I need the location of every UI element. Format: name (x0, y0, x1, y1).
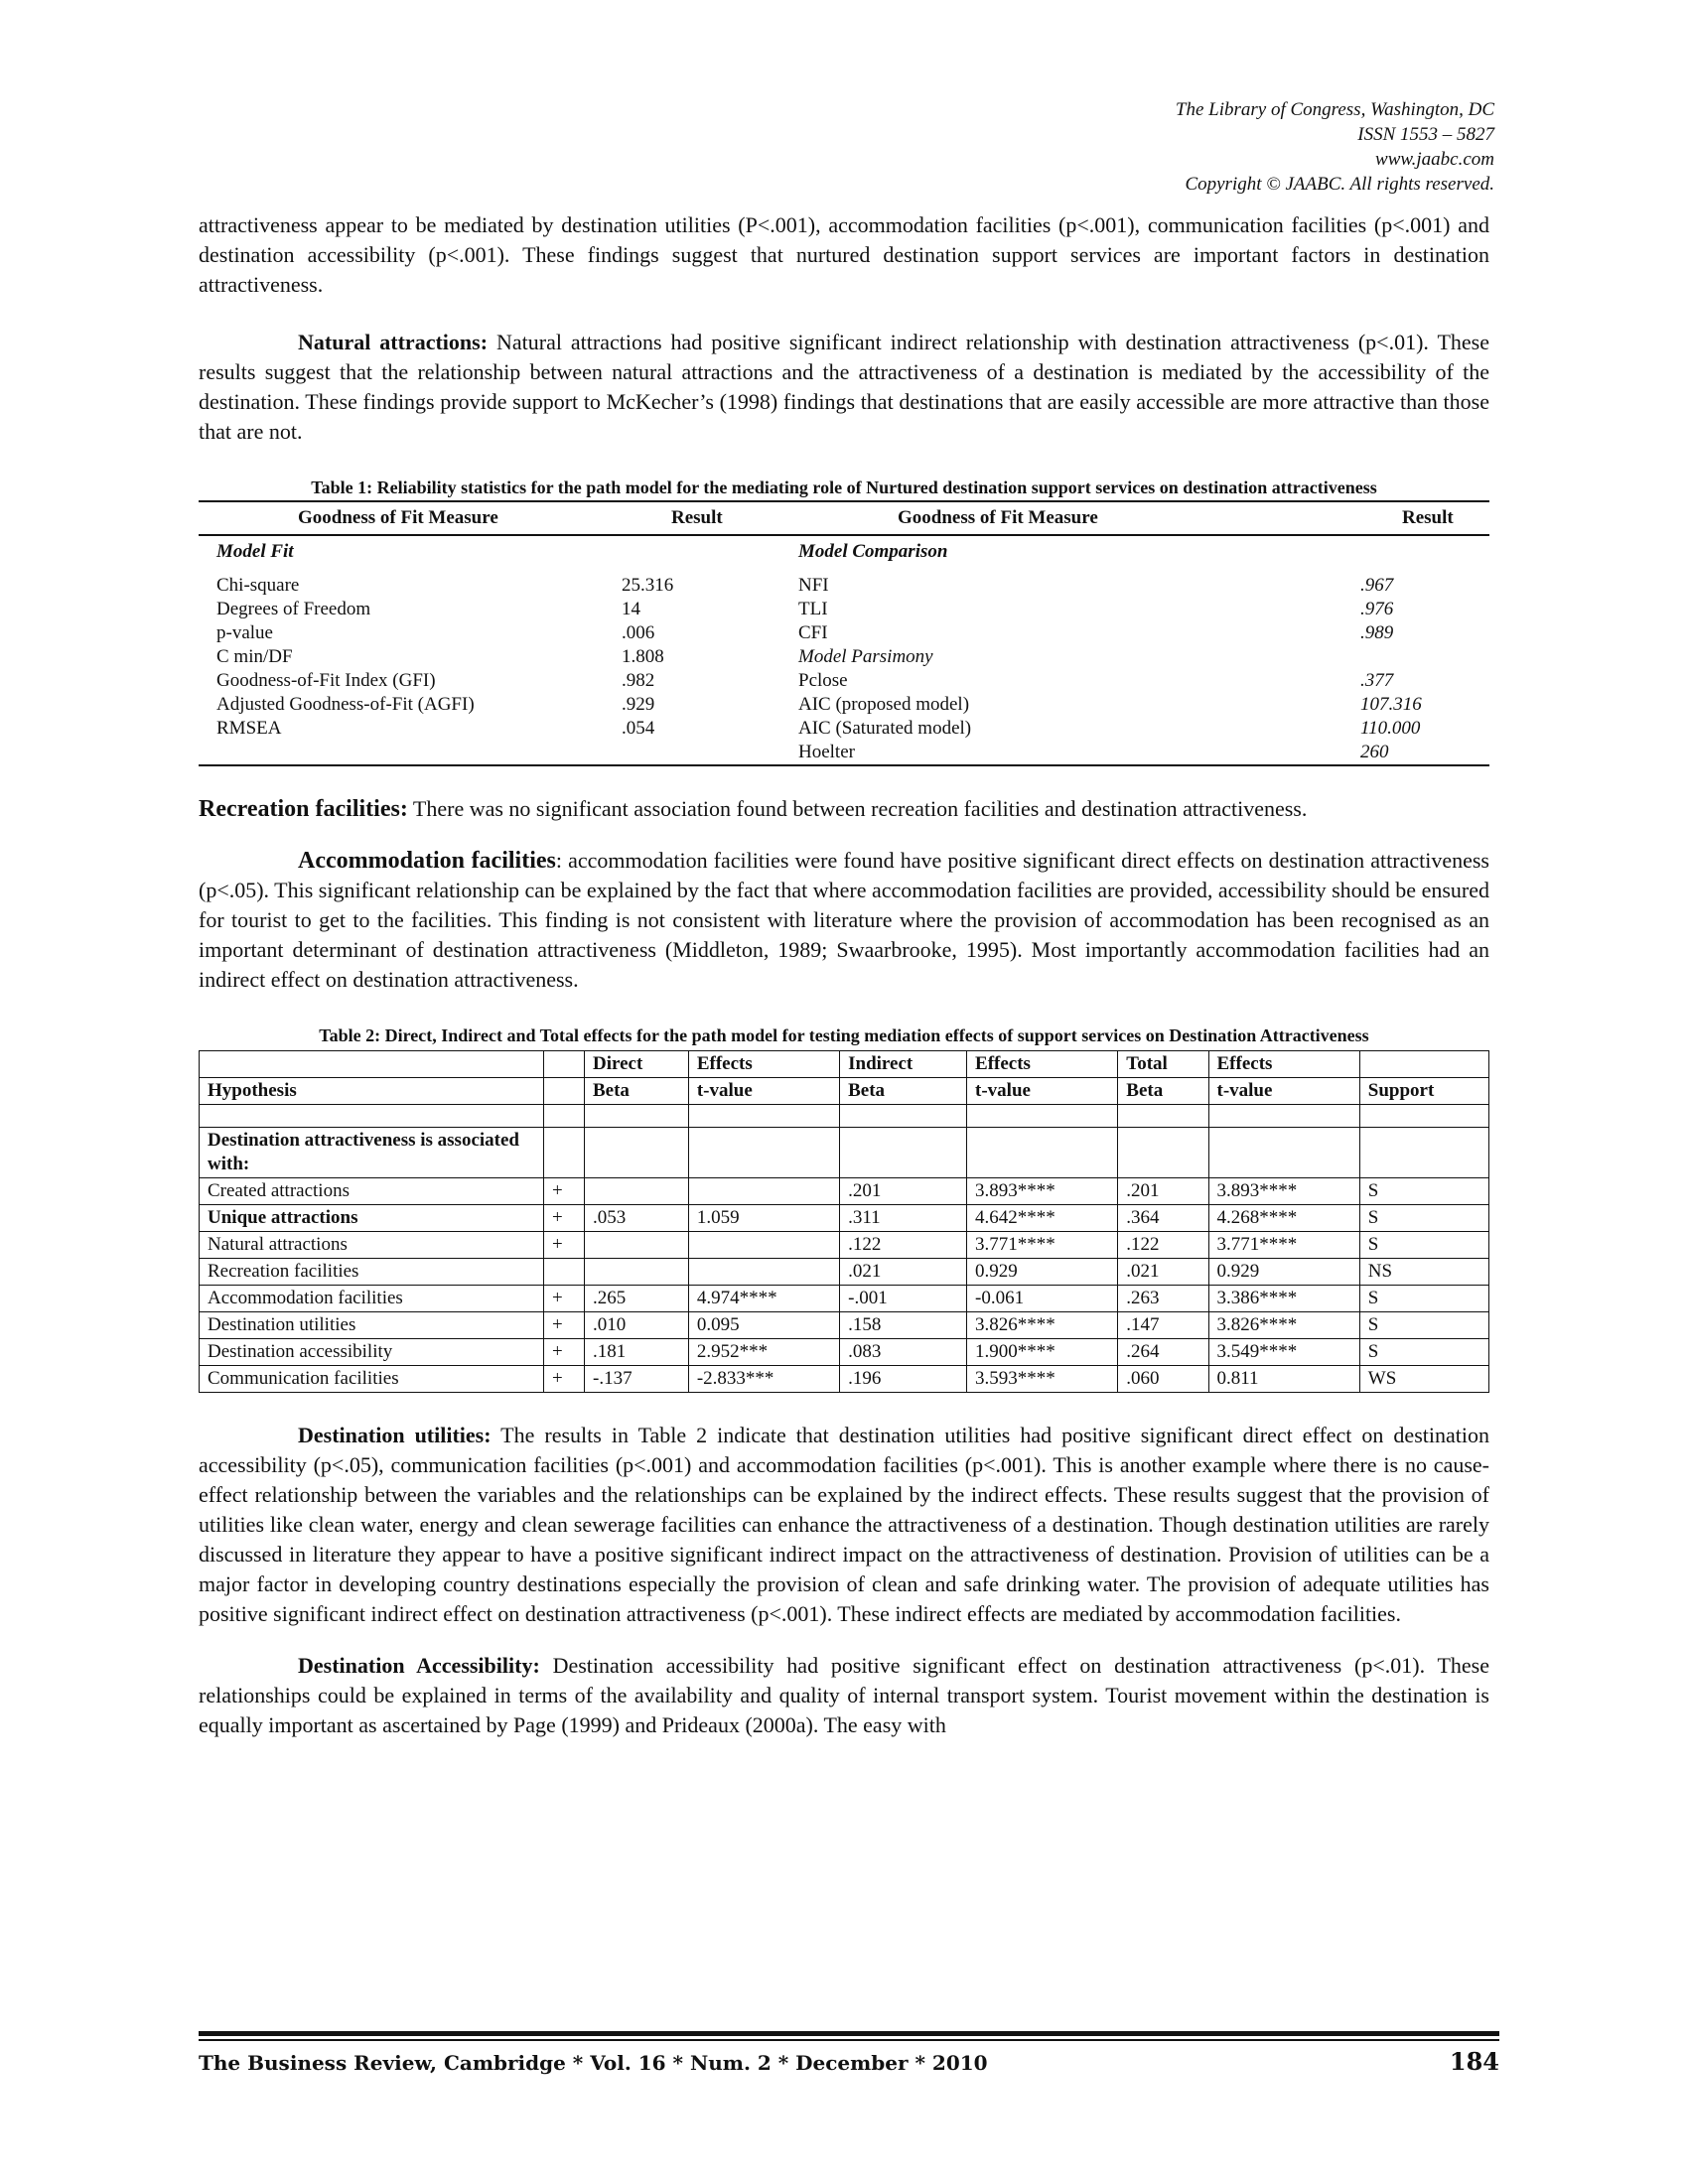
table-row (200, 1312, 1489, 1339)
table1-cell: .976 (1360, 599, 1394, 619)
table-row (199, 693, 1489, 717)
paragraph-recreation-facilities (199, 794, 1489, 824)
table1-header-cell: Result (612, 501, 788, 535)
table2-cell (585, 1259, 689, 1286)
table1-cell: Goodness-of-Fit Index (GFI) (216, 670, 436, 691)
table2-cell (544, 1105, 585, 1128)
footer-rule-thin (199, 2039, 1499, 2041)
table2-cell: 4.974**** (688, 1286, 839, 1312)
table2-caption: Table 2: Direct, Indirect and Total effects for the path model for testing mediation effects of support services on Destination Attractiveness (319, 1025, 1369, 1045)
table1-cell (612, 535, 788, 574)
table2-header-cell: Effects (688, 1051, 839, 1078)
table2-cell (1359, 1105, 1488, 1128)
table1-cell: RMSEA (216, 718, 282, 739)
table2-header-cell: t-value (688, 1078, 839, 1105)
table1 (199, 500, 1489, 766)
table2-header-cell: Total (1118, 1051, 1208, 1078)
lead-natural-attractions: Natural attractions: (298, 330, 489, 354)
table2-cell (1118, 1105, 1208, 1128)
table2-cell: + (544, 1366, 585, 1393)
table2-header-row (200, 1078, 1489, 1105)
table2-cell: .265 (585, 1286, 689, 1312)
table1-cell: Chi-square (216, 575, 300, 596)
table1-cell (612, 741, 788, 765)
table-row (199, 669, 1489, 693)
table2-cell: .021 (1118, 1259, 1208, 1286)
table1-cell: NFI (798, 575, 829, 596)
table2-cell: .122 (1118, 1232, 1208, 1259)
footer-journal-name: The Business Review, Cambridge * Vol. 16 * Num. 2 * December * 2010 (199, 2051, 988, 2075)
table2-header-cell: Beta (1118, 1078, 1208, 1105)
table1-cell: p-value (216, 622, 273, 643)
table2-cell: 4.642**** (967, 1205, 1118, 1232)
table2-cell (967, 1105, 1118, 1128)
footer-rule-thick (199, 2031, 1499, 2036)
table2-cell: 0.929 (1208, 1259, 1359, 1286)
table1-section-model-comparison: Model Comparison (798, 541, 948, 562)
table1-cell: .054 (622, 718, 655, 739)
table2-cell: .010 (585, 1312, 689, 1339)
header-line-copyright: Copyright © JAABC. All rights reserved. (1185, 174, 1494, 195)
table2-cell (544, 1259, 585, 1286)
table2-cell: + (544, 1205, 585, 1232)
table2-cell (967, 1128, 1118, 1178)
table2-spacer-row (200, 1105, 1489, 1128)
table2-cell: + (544, 1178, 585, 1205)
table2-cell (688, 1105, 839, 1128)
table2-cell: Unique attractions (200, 1205, 544, 1232)
table2-cell: -.137 (585, 1366, 689, 1393)
table2-cell: 3.386**** (1208, 1286, 1359, 1312)
table1-cell (1342, 645, 1489, 669)
table1-cell: Adjusted Goodness-of-Fit (AGFI) (216, 694, 475, 715)
table2-header-cell: t-value (1208, 1078, 1359, 1105)
table-row (200, 1259, 1489, 1286)
table2-cell: 3.593**** (967, 1366, 1118, 1393)
page-number: 184 (1449, 2047, 1499, 2076)
table2-cell: .122 (840, 1232, 967, 1259)
table-row (199, 621, 1489, 645)
table-row (199, 645, 1489, 669)
text-natural-attractions: Natural attractions had positive significant indirect relationship with destination attractiveness (p<.01). These results suggest that the relationship between natural attractions and the attractiveness of a destination is mediated by the accessibility of the destination. These findings provide support to McKecher’s (1998) findings that destinations that are easily accessible are more attractive than those that are not. (199, 330, 1489, 444)
table2-header-cell: Support (1359, 1078, 1488, 1105)
table-row (199, 598, 1489, 621)
text-accommodation-facilities: : accommodation facilities were found have positive significant direct effects on destination attractiveness (p<.05). This significant relationship can be explained by the fact that where accommodation facilities are provided, accessibility should be ensured for tourist to get to the facilities. This finding is not consistent with literature where the provision of accommodation has been recognised as an important determinant of destination attractiveness (Middleton, 1989; Swaarbrooke, 1995). Most importantly accommodation facilities had an indirect effect on destination attractiveness. (199, 848, 1489, 992)
table1-cell (199, 741, 612, 765)
table2-cell: .021 (840, 1259, 967, 1286)
table-row (199, 741, 1489, 765)
table-row (199, 574, 1489, 598)
table2-cell: + (544, 1286, 585, 1312)
table1-header-cell: Result (1342, 501, 1489, 535)
table-row (199, 717, 1489, 741)
table1-cell: .967 (1360, 575, 1394, 596)
table2-cell: .196 (840, 1366, 967, 1393)
table2-cell: Created attractions (200, 1178, 544, 1205)
table2-cell: 0.095 (688, 1312, 839, 1339)
lead-destination-accessibility: Destination Accessibility: (298, 1653, 540, 1678)
table2-cell: Recreation facilities (200, 1259, 544, 1286)
table2-cell: + (544, 1312, 585, 1339)
table2-cell (1359, 1128, 1488, 1178)
table2-cell: 3.893**** (967, 1178, 1118, 1205)
table2-header-cell: t-value (967, 1078, 1118, 1105)
table2-cell (200, 1105, 544, 1128)
table2-group-row (200, 1128, 1489, 1178)
table2-header-cell (544, 1051, 585, 1078)
table2-cell (585, 1232, 689, 1259)
table1-cell: 25.316 (622, 575, 674, 596)
table2-cell: 1.059 (688, 1205, 839, 1232)
table2-cell: .364 (1118, 1205, 1208, 1232)
table2-cell: .263 (1118, 1286, 1208, 1312)
table1-cell: TLI (798, 599, 828, 619)
table2-cell: -0.061 (967, 1286, 1118, 1312)
table2-cell: .147 (1118, 1312, 1208, 1339)
table1-cell: .989 (1360, 622, 1394, 643)
header-line-library: The Library of Congress, Washington, DC (1175, 99, 1494, 120)
table2-header-cell: Effects (967, 1051, 1118, 1078)
table-row (200, 1205, 1489, 1232)
table2-cell (840, 1128, 967, 1178)
table1-header-row (199, 501, 1489, 535)
table2-cell: .181 (585, 1339, 689, 1366)
table2-cell (688, 1232, 839, 1259)
table2-cell: NS (1359, 1259, 1488, 1286)
footer-row (199, 2047, 1499, 2076)
table2-cell (688, 1259, 839, 1286)
table2-cell: S (1359, 1286, 1488, 1312)
table2-header-cell: Indirect (840, 1051, 967, 1078)
table1-cell: Pclose (798, 670, 848, 691)
table2-header-cell: Beta (840, 1078, 967, 1105)
table2-cell: 4.268**** (1208, 1205, 1359, 1232)
table2-cell: + (544, 1232, 585, 1259)
table2-cell: .201 (1118, 1178, 1208, 1205)
table1-header-cell: Goodness of Fit Measure (788, 501, 1342, 535)
table1-cell: Degrees of Freedom (216, 599, 371, 619)
table2-header-cell (544, 1078, 585, 1105)
table1-cell: Hoelter (788, 741, 1342, 765)
paragraph-accommodation-facilities (199, 846, 1489, 995)
table2-cell: 3.771**** (967, 1232, 1118, 1259)
table1-cell: AIC (proposed model) (798, 694, 970, 715)
table2-cell: S (1359, 1339, 1488, 1366)
table2-cell (840, 1105, 967, 1128)
table2-cell (585, 1128, 689, 1178)
table2-cell: 3.826**** (967, 1312, 1118, 1339)
table1-cell (1342, 535, 1489, 574)
table2-cell (1118, 1128, 1208, 1178)
table2-cell: .264 (1118, 1339, 1208, 1366)
table2-cell: Destination accessibility (200, 1339, 544, 1366)
table2-cell: Destination utilities (200, 1312, 544, 1339)
table2-cell: S (1359, 1312, 1488, 1339)
table2-cell: .158 (840, 1312, 967, 1339)
table1-cell: AIC (Saturated model) (798, 718, 972, 739)
table1-cell: .982 (622, 670, 655, 691)
table2-group-label: Destination attractiveness is associated with: (200, 1128, 544, 1178)
table2-cell: S (1359, 1178, 1488, 1205)
table1-cell: CFI (798, 622, 828, 643)
table1-cell: 107.316 (1360, 694, 1422, 715)
table1-cell: .006 (622, 622, 655, 643)
table2-cell: 0.811 (1208, 1366, 1359, 1393)
table2-cell: S (1359, 1205, 1488, 1232)
table2-cell (1208, 1105, 1359, 1128)
table2-header-cell (1359, 1051, 1488, 1078)
table-row (200, 1286, 1489, 1312)
table2-cell (1208, 1128, 1359, 1178)
table1-cell: 14 (622, 599, 640, 619)
table1-section-row (199, 535, 1489, 574)
table2-cell: S (1359, 1232, 1488, 1259)
table-row (200, 1339, 1489, 1366)
paragraph-destination-accessibility (199, 1651, 1489, 1740)
lead-recreation-facilities: Recreation facilities: (199, 796, 408, 822)
table2-cell: 2.952*** (688, 1339, 839, 1366)
table1-header-cell: Goodness of Fit Measure (199, 501, 612, 535)
table2 (199, 1050, 1489, 1393)
lead-accommodation-facilities: Accommodation facilities (298, 848, 556, 874)
table2-cell (544, 1128, 585, 1178)
header-line-website: www.jaabc.com (1375, 149, 1494, 170)
table2-cell: 3.771**** (1208, 1232, 1359, 1259)
table2-cell (585, 1105, 689, 1128)
table2-cell (585, 1178, 689, 1205)
paragraph-destination-utilities (199, 1421, 1489, 1629)
table-row (200, 1232, 1489, 1259)
table2-cell: .053 (585, 1205, 689, 1232)
paragraph-natural-attractions (199, 328, 1489, 447)
journal-header (1176, 97, 1494, 197)
table2-cell: Natural attractions (200, 1232, 544, 1259)
table1-section-model-fit: Model Fit (216, 541, 294, 562)
table-row (200, 1178, 1489, 1205)
table2-cell (688, 1178, 839, 1205)
page-content (199, 210, 1489, 1740)
table2-header-cell (200, 1051, 544, 1078)
table2-cell: Communication facilities (200, 1366, 544, 1393)
table2-cell: 3.893**** (1208, 1178, 1359, 1205)
table2-header-cell: Effects (1208, 1051, 1359, 1078)
paragraph-continuation: attractiveness appear to be mediated by destination utilities (P<.001), accommodation facilities (p<.001), communication facilities (p<.001) and destination accessibility (p<.001). These findings suggest that nurtured destination support services are important factors in destination attractiveness. (199, 212, 1489, 297)
lead-destination-utilities: Destination utilities: (298, 1423, 492, 1447)
table2-cell: -.001 (840, 1286, 967, 1312)
table1-caption: Table 1: Reliability statistics for the path model for the mediating role of Nurtured destination support services on destination attractiveness (311, 478, 1377, 497)
table2-header-cell: Direct (585, 1051, 689, 1078)
table1-cell: C min/DF (216, 646, 293, 667)
table1-cell: .929 (622, 694, 655, 715)
table2-cell: .201 (840, 1178, 967, 1205)
table2-cell: 3.549**** (1208, 1339, 1359, 1366)
table2-header-cell: Beta (585, 1078, 689, 1105)
table1-cell: 1.808 (622, 646, 664, 667)
table-row (200, 1366, 1489, 1393)
table2-header-row (200, 1051, 1489, 1078)
header-line-issn: ISSN 1553 – 5827 (1357, 124, 1494, 145)
table1-cell: Model Parsimony (798, 646, 933, 667)
table2-header-cell: Hypothesis (200, 1078, 544, 1105)
table1-cell: .377 (1360, 670, 1394, 691)
text-destination-accessibility: Destination accessibility had positive significant effect on destination attractiveness (p<.01). These relationships could be explained in terms of the availability and quality of internal transport system. Tourist movement within the destination is equally important as ascertained by Page (1999) and Prideaux (2000a). The easy with (199, 1653, 1489, 1737)
table2-cell: WS (1359, 1366, 1488, 1393)
table1-cell: 260 (1342, 741, 1489, 765)
table2-cell: .311 (840, 1205, 967, 1232)
table2-cell: Accommodation facilities (200, 1286, 544, 1312)
table2-cell (688, 1128, 839, 1178)
table1-cell: 110.000 (1360, 718, 1421, 739)
table2-cell: .060 (1118, 1366, 1208, 1393)
text-destination-utilities: The results in Table 2 indicate that destination utilities had positive significant direct effect on destination accessibility (p<.05), communication facilities (p<.001) and accommodation facilities (p<.001). This is another example where there is no cause-effect relationship between the variables and the relationships can be explained by the indirect effects. These results suggest that the provision of utilities like clean water, energy and clean sewerage facilities can enhance the attractiveness of a destination. Though destination utilities are rarely discussed in literature they appear to have a positive significant indirect impact on the attractiveness of destination. Provision of utilities can be a major factor in developing country destinations especially the provision of clean and safe drinking water. The provision of adequate utilities has positive significant indirect effect on destination attractiveness (p<.001). These indirect effects are mediated by accommodation facilities. (199, 1423, 1489, 1626)
table2-cell: .083 (840, 1339, 967, 1366)
text-recreation-facilities: There was no significant association found between recreation facilities and destination attractiveness. (407, 796, 1308, 821)
table2-cell: 3.826**** (1208, 1312, 1359, 1339)
table2-cell: 1.900**** (967, 1339, 1118, 1366)
table2-cell: 0.929 (967, 1259, 1118, 1286)
table2-cell: -2.833*** (688, 1366, 839, 1393)
table2-cell: + (544, 1339, 585, 1366)
page-footer (199, 2031, 1499, 2076)
